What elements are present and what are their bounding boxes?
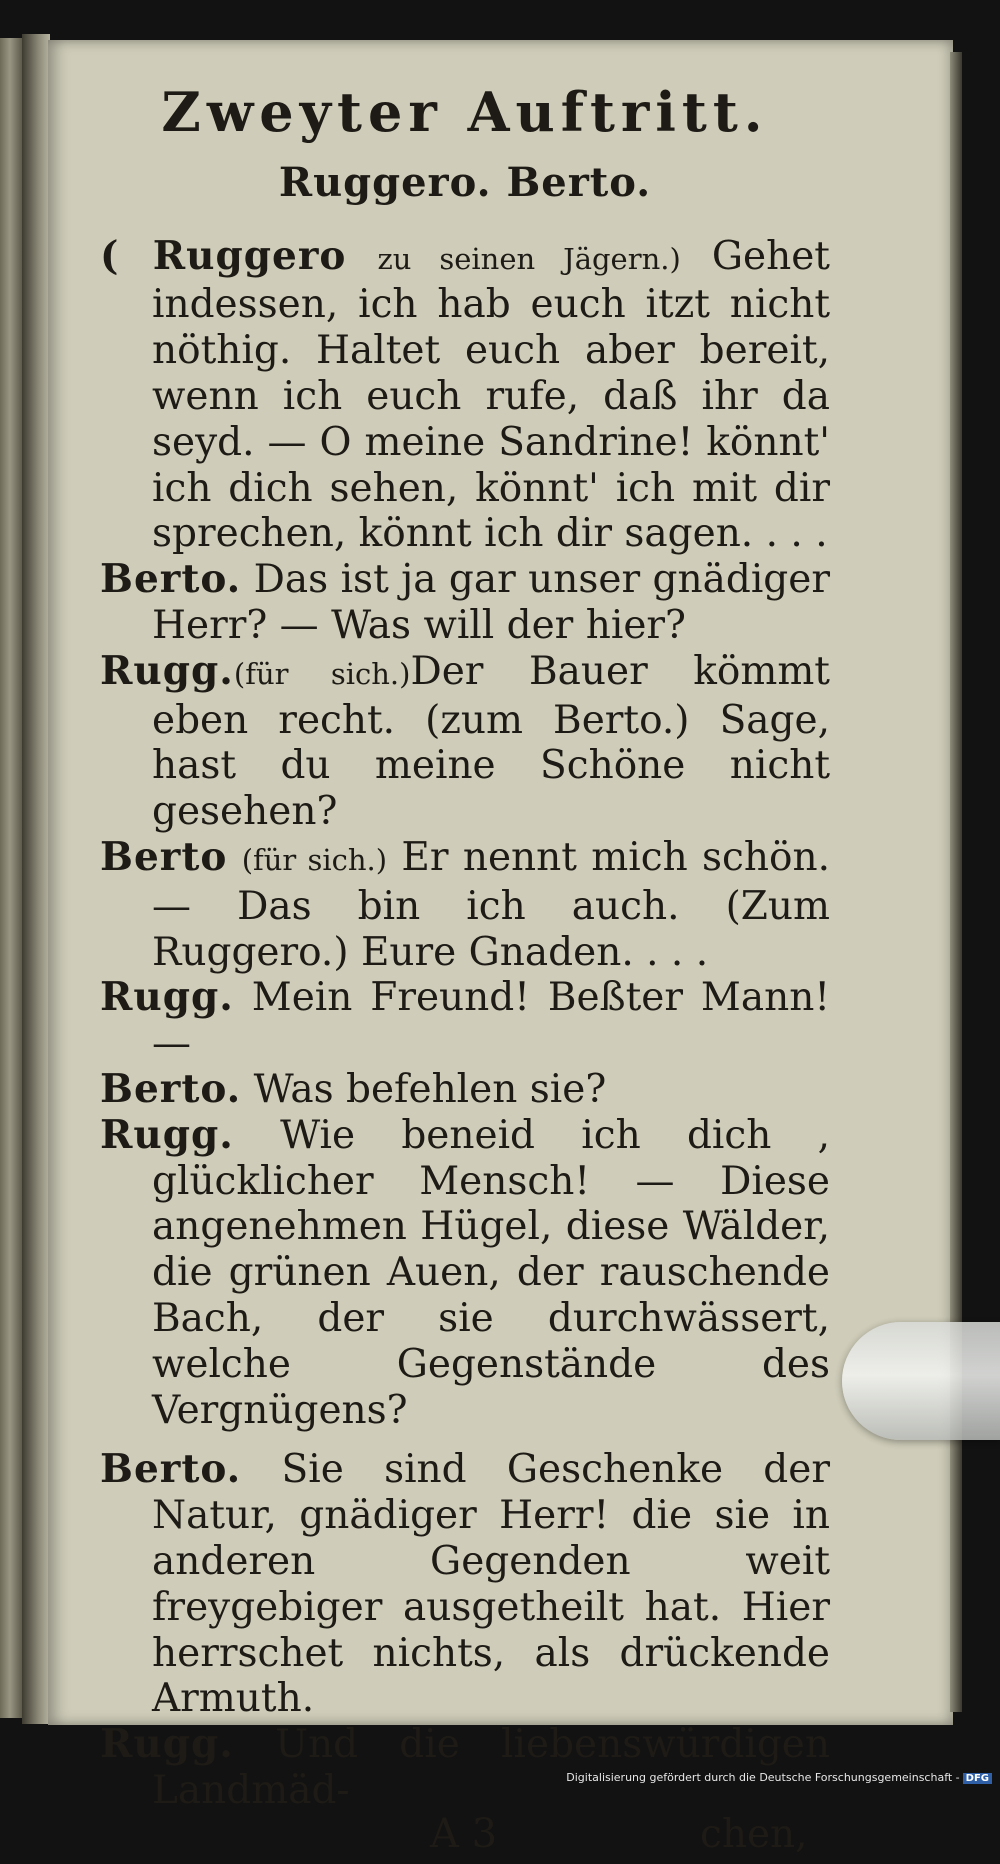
stage-direction: (für sich.) [233,656,411,691]
speech-7 [100,1113,830,1434]
speech-text: Er nennt mich schön. — Das bin ich auch. (Zum Ruggero.) Eure Gnaden. . . . [152,834,830,975]
speech-9 [100,1722,830,1814]
cast-list: Ruggero. Berto. [278,158,652,206]
speech-text: Sie sind Geschenke der Natur, gnädiger Herr! die sie in anderen Gegenden weit freygebiger ausgetheilt hat. Hier herrschet nichts, als drückende Armuth. [152,1447,830,1722]
speaker: ( Ruggero [100,232,347,279]
page-clip [842,1322,1000,1440]
left-page-edge [22,34,50,1724]
speech-text: Das ist ja gar unser gnädiger Herr? — Was will der hier? [152,557,830,648]
stage-direction: (für sich.) [241,842,388,877]
speaker: Rugg. [100,1111,234,1158]
speaker: Rugg. [100,647,234,694]
page-text [100,80,830,1864]
scene-heading: Zweyter Auftritt. [161,80,769,144]
speech-8 [100,1447,830,1722]
right-page-edge [950,52,962,1712]
speech-text: Und die liebenswürdigen Landmäd- [152,1722,830,1813]
stage-direction: zu seinen Jägern.) [377,241,681,276]
speech-text: Wie beneid ich dich , glücklicher Mensch! — Diese angenehmen Hügel, diese Wälder, die grünen Auen, der rauschende Bach, der sie durchwässert, welche Gegenstände des Vergnügens? [152,1112,830,1433]
speech-text: Der Bauer kömmt eben recht. (zum Berto.) Sage, hast du meine Schöne nicht gesehen? [152,648,830,835]
speech-4 [100,835,830,975]
speech-6 [100,1067,830,1113]
catchword: chen, [700,1811,808,1857]
speech-2 [100,557,830,649]
speech-text: Mein Freund! Beßter Mann! — [152,975,830,1067]
speaker: Berto. [100,1446,242,1493]
speech-1 [100,234,830,558]
credit-text: Digitalisierung gefördert durch die Deutsche Forschungsgemeinschaft - [566,1771,960,1784]
signature-mark: A 3 [430,1810,498,1857]
speaker: Berto. [100,1065,242,1112]
book-spine [0,38,22,1718]
speaker: Berto [100,833,228,880]
speaker: Rugg. [100,1721,234,1768]
speaker: Berto. [100,556,242,603]
dfg-logo: DFG [963,1773,992,1784]
page-footer [100,1812,830,1864]
speech-5 [100,975,830,1067]
speaker: Rugg. [100,974,234,1021]
speech-text: Gehet indessen, ich hab euch itzt nicht nöthig. Haltet euch aber bereit, wenn ich euch rufe, daß ihr da seyd. — O meine Sandrine! könnt' ich dich sehen, könnt' ich mit dir sprechen, könnt ich dir sagen. . . . [152,233,830,557]
speech-3 [100,649,830,835]
digitization-credit [566,1771,992,1784]
speech-text: Was befehlen sie? [241,1066,607,1112]
